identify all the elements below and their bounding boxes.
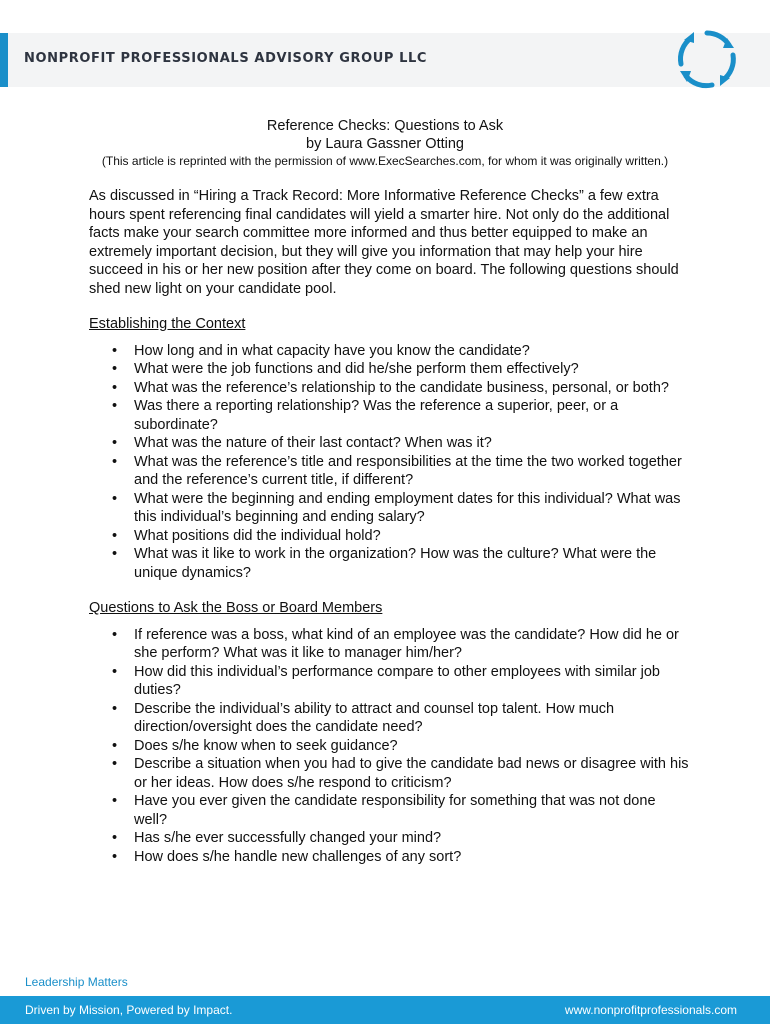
organization-name: NONPROFIT PROFESSIONALS ADVISORY GROUP LLC	[24, 51, 428, 66]
list-item: • Describe the individual’s ability to attract and counsel top talent. How much direction/oversight does the candidate need?	[134, 700, 689, 737]
list-item: • Was there a reporting relationship? Was the reference a superior, peer, or a subordinate?	[134, 397, 689, 434]
article-byline: by Laura Gassner Otting	[306, 136, 464, 152]
section-heading-boss-board: Questions to Ask the Boss or Board Members	[89, 600, 383, 616]
list-item: • What was it like to work in the organization? How was the culture? What were the unique dynamics?	[134, 545, 689, 582]
list-item: • How did this individual’s performance compare to other employees with similar job duties?	[134, 663, 689, 700]
list-item: • Does s/he know when to seek guidance?	[134, 737, 689, 756]
footer-website-link[interactable]: www.nonprofitprofessionals.com	[564, 1003, 737, 1017]
reprint-note: (This article is reprinted with the permission of www.ExecSearches.com, for whom it was originally written.)	[101, 154, 669, 168]
list-item: • Have you ever given the candidate responsibility for something that was not done well?	[134, 792, 689, 829]
list-item: • What was the nature of their last contact? When was it?	[134, 434, 689, 453]
list-item: • Describe a situation when you had to give the candidate bad news or disagree with his or her ideas. How does s/he respond to criticism?	[134, 755, 689, 792]
list-item: • What were the job functions and did he/she perform them effectively?	[134, 360, 689, 379]
list-item: • What was the reference’s title and responsibilities at the time the two worked together and the reference’s current title, if different?	[134, 453, 689, 490]
circular-arrows-logo-icon	[672, 24, 742, 94]
list-item: • How does s/he handle new challenges of any sort?	[134, 848, 689, 867]
article-body	[89, 187, 689, 866]
boss-question-list	[89, 626, 689, 867]
list-item: • What were the beginning and ending employment dates for this individual? What was this individual’s beginning and ending salary?	[134, 490, 689, 527]
list-item: • If reference was a boss, what kind of an employee was the candidate? How did he or she perform? What was it like to manager him/her?	[134, 626, 689, 663]
article-title: Reference Checks: Questions to Ask	[266, 118, 504, 134]
list-item: • Has s/he ever successfully changed your mind?	[134, 829, 689, 848]
intro-paragraph: As discussed in “Hiring a Track Record: More Informative Reference Checks” a few extra hours spent referencing final candidates will yield a smarter hire. Not only do the additional facts make your search committee more informed and thus better equipped to make an extremely important decision, but they will give you information that may help your hire succeed in his or her new position after they come on board. The following questions should shed new light on your candidate pool.	[89, 188, 679, 297]
header-accent-bar	[0, 33, 8, 87]
list-item: • How long and in what capacity have you know the candidate?	[134, 342, 689, 361]
footer-slogan: Leadership Matters	[25, 975, 128, 989]
list-item: • What was the reference’s relationship to the candidate business, personal, or both?	[134, 379, 689, 398]
section-heading-context: Establishing the Context	[89, 316, 246, 332]
list-item: • What positions did the individual hold?	[134, 527, 689, 546]
context-question-list	[89, 342, 689, 583]
footer-tagline: Driven by Mission, Powered by Impact.	[25, 1003, 233, 1017]
